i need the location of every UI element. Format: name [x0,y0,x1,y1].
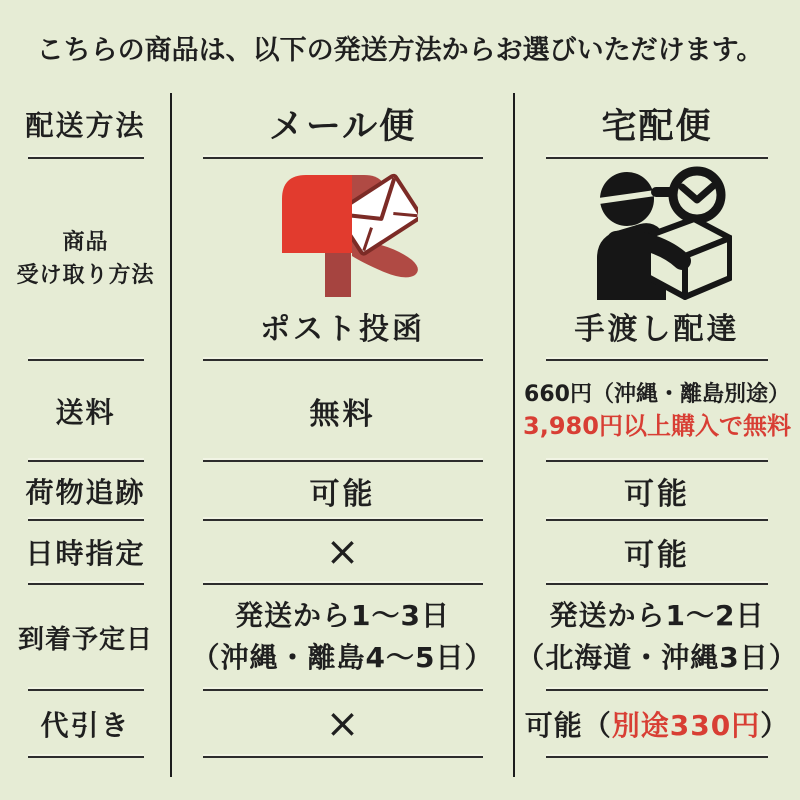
row-arrival-mail-cell [171,584,514,690]
row-fee-courier-base-fee: 660円（沖縄・離島別途） [524,381,790,407]
row-receiving-label-line1: 商品 [62,230,109,255]
row-tracking-mail-value: 可能 [309,476,376,512]
row-arrival-mail-line1: 発送から1～3日 [235,599,450,632]
row-datetime-courier-cell [514,520,800,584]
header-shipping-method-label: 配送方法 [25,109,146,142]
delivery-person-clock-icon [582,162,732,298]
row-receiving-courier-caption: 手渡し配達 [574,312,740,347]
row-receiving-label-cell [0,158,171,360]
row-arrival-courier-cell [514,584,800,690]
row-tracking-courier-value: 可能 [624,476,690,512]
row-cod-courier-suffix: ） [760,708,790,742]
row-cod-label-cell [0,690,171,757]
header-mail-service [171,90,514,158]
row-receiving-courier-cell [514,158,800,360]
row-cod-courier-surcharge: 別途330円 [611,708,761,742]
row-fee-mail-cell [171,360,514,461]
cell-underline [203,756,483,758]
row-tracking-label: 荷物追跡 [25,475,146,509]
row-datetime-mail-cell [171,520,514,584]
row-tracking-label-cell [0,461,171,520]
row-cod-mail-cross: × [325,700,360,747]
row-cod-mail-cell [171,690,514,757]
row-fee-label-cell [0,360,171,461]
row-datetime-label-cell [0,520,171,584]
row-cod-courier-value [525,704,789,744]
row-datetime-courier-value: 可能 [624,538,690,573]
row-arrival-courier-line1: 発送から1～2日 [549,599,765,632]
header-courier-service-label: 宅配便 [601,107,713,147]
row-receiving-mail-caption: ポスト投函 [260,312,425,347]
row-tracking-mail-cell [171,461,514,520]
row-arrival-courier-line2: （北海道・沖縄3日） [516,641,798,674]
row-fee-courier-free-threshold: 3,980円以上購入で無料 [523,411,791,440]
row-arrival-label-cell [0,584,171,690]
header-mail-service-label: メール便 [268,107,417,147]
row-datetime-label: 日時指定 [25,537,146,570]
row-fee-courier-cell [514,360,800,461]
cell-underline [546,756,768,758]
mailbox-envelope-icon [268,162,418,298]
row-fee-label: 送料 [55,395,116,429]
header-courier-service [514,90,800,158]
row-arrival-label: 到着予定日 [17,624,153,655]
row-receiving-mail-cell [171,158,514,360]
row-arrival-mail-line2: （沖縄・離島4～5日） [191,641,494,674]
row-cod-label: 代引き [40,708,131,742]
cell-underline [28,756,144,758]
header-shipping-method [0,90,171,158]
row-cod-courier-cell [514,690,800,757]
row-receiving-label-line2: 受け取り方法 [16,263,155,288]
page-title: こちらの商品は、以下の発送方法からお選びいただけます。 [36,35,764,66]
row-fee-mail-value: 無料 [309,396,376,432]
row-cod-courier-prefix: 可能（ [524,708,612,742]
row-tracking-courier-cell [514,461,800,520]
shipping-comparison-table [0,90,800,757]
row-datetime-mail-cross: × [325,529,360,575]
